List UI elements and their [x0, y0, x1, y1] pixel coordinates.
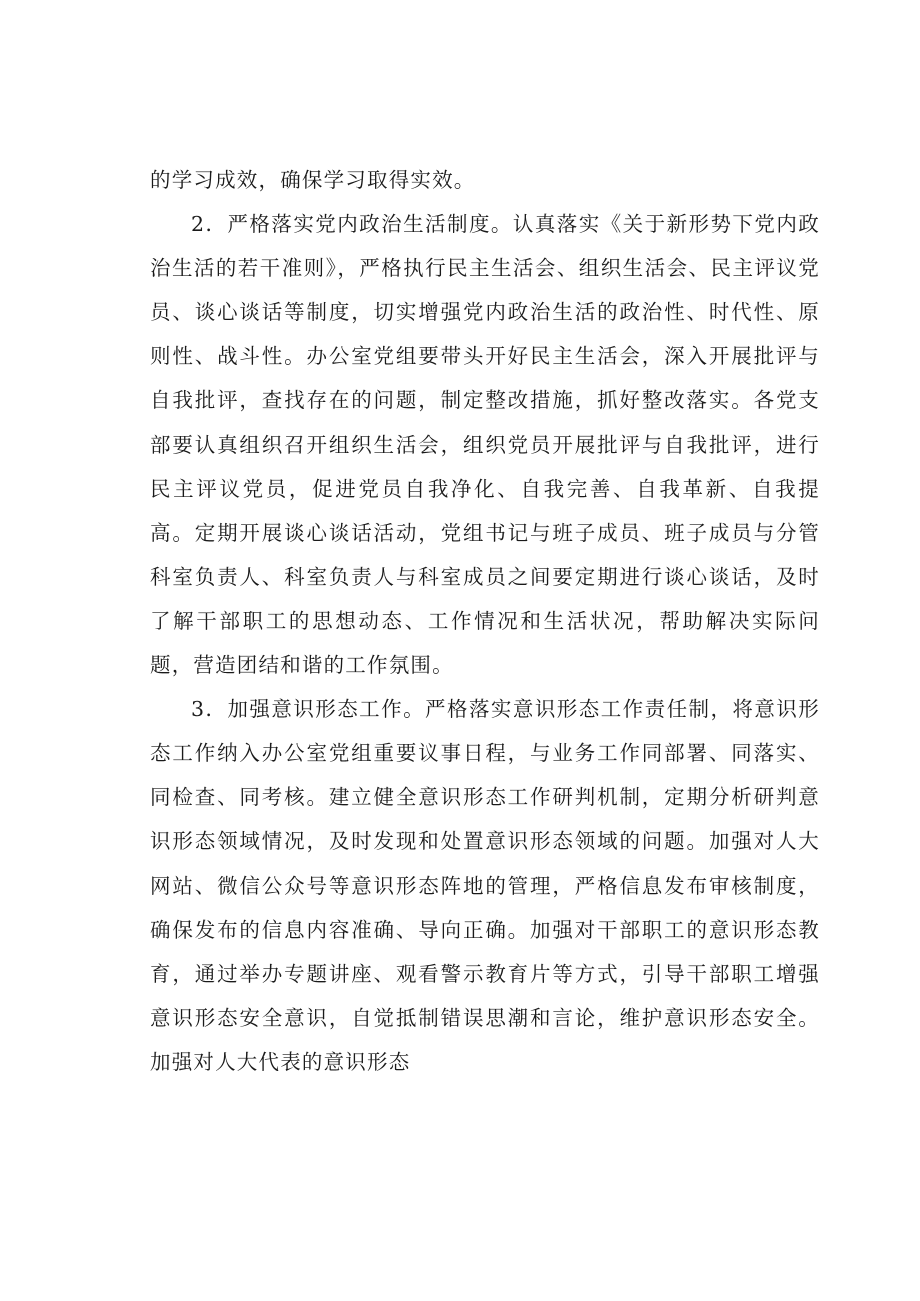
paragraph-political-life: 2．严格落实党内政治生活制度。认真落实《关于新形势下党内政治生活的若干准则》，严格执行民主生活会、组织生活会、民主评议党员、谈心谈话等制度，切实增强党内政治生活的政治性、时代性、原则性、战斗性。办公室党组要带头开好民主生活会，深入开展批评与自我批评，查找存在的问题，制定整改措施，抓好整改落实。各党支部要认真组织召开组织生活会，组织党员开展批评与自我批评，进行民主评议党员，促进党员自我净化、自我完善、自我革新、自我提高。定期开展谈心谈话活动，党组书记与班子成员、班子成员与分管科室负责人、科室负责人与科室成员之间要定期进行谈心谈话，及时了解干部职工的思想动态、工作情况和生活状况，帮助解决实际问题，营造团结和谐的工作氛围。 — [150, 212, 820, 678]
paragraph-continuation: 的学习成效，确保学习取得实效。 — [150, 168, 476, 192]
document-body — [150, 158, 820, 1084]
paragraph-ideology-work: 3．加强意识形态工作。严格落实意识形态工作责任制，将意识形态工作纳入办公室党组重要议事日程，与业务工作同部署、同落实、同检查、同考核。建立健全意识形态工作研判机制，定期分析研判意识形态领域情况，及时发现和处置意识形态领域的问题。加强对人大网站、微信公众号等意识形态阵地的管理，严格信息发布审核制度，确保发布的信息内容准确、导向正确。加强对干部职工的意识形态教育，通过举办专题讲座、观看警示教育片等方式，引导干部职工增强意识形态安全意识，自觉抵制错误思潮和言论，维护意识形态安全。加强对人大代表的意识形态 — [150, 697, 820, 1074]
